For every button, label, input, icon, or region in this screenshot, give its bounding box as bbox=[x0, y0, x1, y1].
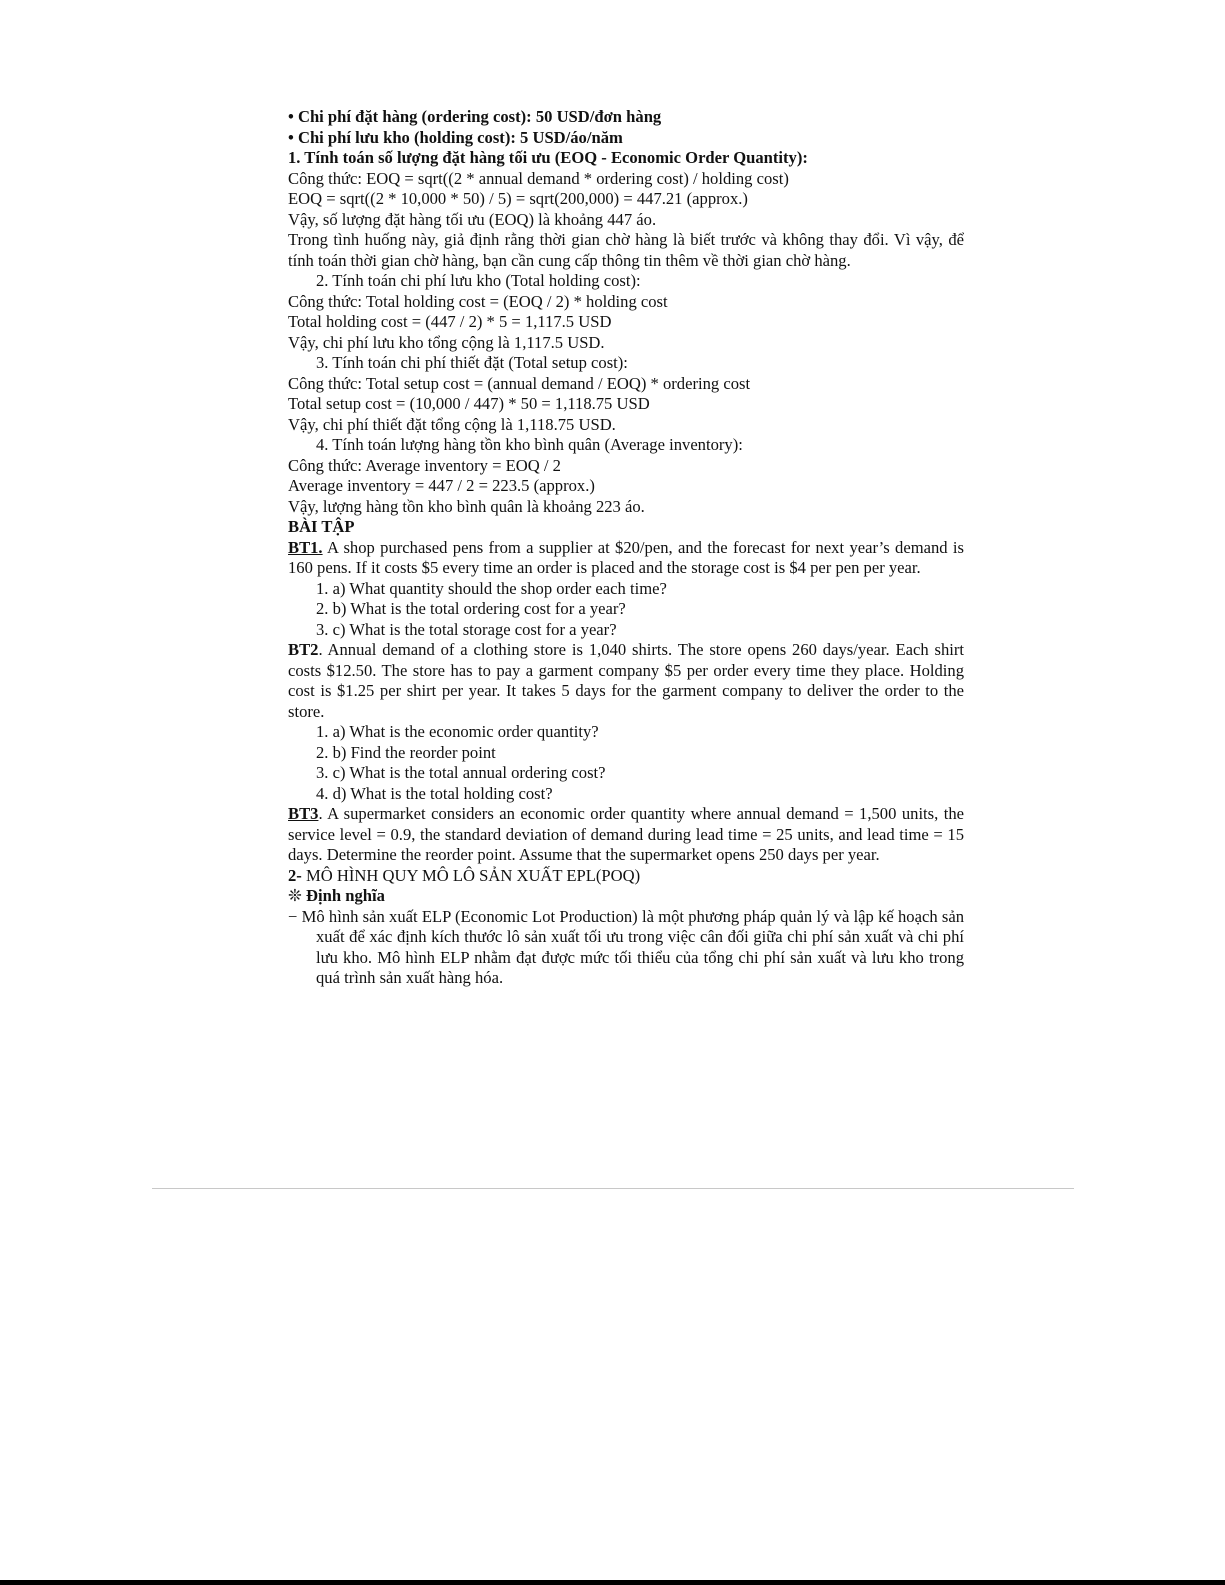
exercise-1-item: 3. c) What is the total storage cost for a year? bbox=[316, 619, 617, 639]
avg-inventory-calculation: Average inventory = 447 / 2 = 223.5 (approx.) bbox=[288, 476, 595, 495]
eoq-formula: Công thức: EOQ = sqrt((2 * annual demand * ordering cost) / holding cost) bbox=[288, 168, 789, 188]
holding-cost-calculation: Total holding cost = (447 / 2) * 5 = 1,117.5 USD bbox=[288, 312, 612, 331]
exercise-2-text: . Annual demand of a clothing store is 1,040 shirts. The store opens 260 days/year. Each shirt costs $12.50. The store has to pay a garment company $5 per order every time they place. Holding cost is $1.25 per shirt per year. It takes 5 days for the garment company to deliver the order to the store. bbox=[288, 640, 964, 721]
ordering-cost-bullet: • Chi phí đặt hàng (ordering cost): 50 USD/đơn hàng bbox=[288, 107, 662, 126]
exercise-2-item: 3. c) What is the total annual ordering cost? bbox=[316, 763, 606, 782]
exercise-1 bbox=[288, 538, 964, 579]
exercise-1-text: A shop purchased pens from a supplier at $20/pen, and the forecast for next year’s demand is 160 pens. If it costs $5 every time an order is placed and the storage cost is $4 per pen per year. bbox=[288, 537, 964, 577]
setup-cost-calculation: Total setup cost = (10,000 / 447) * 50 = 1,118.75 USD bbox=[288, 394, 650, 413]
eoq-heading: 1. Tính toán số lượng đặt hàng tối ưu (EOQ - Economic Order Quantity): bbox=[288, 148, 808, 167]
exercises-heading: BÀI TẬP bbox=[288, 517, 355, 536]
exercise-3-text: . A supermarket considers an economic order quantity where annual demand = 1,500 units, the service level = 0.9, the standard deviation of demand during lead time = 25 units, and lead time = 15 days. Determine the reorder point. Assume that the supermarket opens 250 days per year. bbox=[288, 804, 964, 864]
section-2-heading bbox=[288, 866, 964, 887]
eoq-conclusion: Vậy, số lượng đặt hàng tối ưu (EOQ) là khoảng 447 áo. bbox=[288, 209, 657, 229]
definition-title: Định nghĩa bbox=[301, 886, 385, 905]
exercise-1-item: 1. a) What quantity should the shop order each time? bbox=[316, 578, 667, 598]
exercise-2-label: BT2 bbox=[288, 640, 319, 659]
exercise-2 bbox=[288, 640, 964, 722]
section-2-number: 2- bbox=[288, 865, 302, 885]
lead-time-paragraph: Trong tình huống này, giả định rằng thời gian chờ hàng là biết trước và không thay đổi. Vì vậy, để tính toán thời gian chờ hàng, bạn cần cung cấp thông tin thêm về thời gian chờ hàng. bbox=[288, 230, 964, 270]
definition-heading bbox=[288, 886, 964, 907]
setup-cost-conclusion: Vậy, chi phí thiết đặt tổng cộng là 1,118.75 USD. bbox=[288, 414, 616, 434]
definition-paragraph: − Mô hình sản xuất ELP (Economic Lot Production) là một phương pháp quản lý và lập kế hoạch sản xuất để xác định kích thước lô sản xuất tối ưu trong việc cân đối giữa chi phí sản xuất và chi phí lưu kho. Mô hình ELP nhằm đạt được mức tối thiểu của tổng chi phí sản xuất và lưu kho trong quá trình sản xuất hàng hóa. bbox=[288, 906, 964, 987]
exercise-1-label: BT1. bbox=[288, 537, 323, 557]
exercise-2-item: 1. a) What is the economic order quantity? bbox=[316, 722, 599, 741]
bottom-edge-bar bbox=[0, 1580, 1225, 1585]
avg-inventory-formula: Công thức: Average inventory = EOQ / 2 bbox=[288, 455, 561, 475]
exercise-1-item: 2. b) What is the total ordering cost for a year? bbox=[316, 599, 626, 618]
holding-cost-conclusion: Vậy, chi phí lưu kho tổng cộng là 1,117.5 USD. bbox=[288, 332, 605, 352]
exercise-2-item: 2. b) Find the reorder point bbox=[316, 742, 496, 762]
exercise-3-label: BT3 bbox=[288, 804, 319, 823]
avg-inventory-conclusion: Vậy, lượng hàng tồn kho bình quân là khoảng 223 áo. bbox=[288, 496, 645, 516]
holding-cost-formula: Công thức: Total holding cost = (EOQ / 2) * holding cost bbox=[288, 291, 668, 311]
eoq-calculation: EOQ = sqrt((2 * 10,000 * 50) / 5) = sqrt(200,000) = 447.21 (approx.) bbox=[288, 189, 748, 208]
holding-cost-bullet: • Chi phí lưu kho (holding cost): 5 USD/áo/năm bbox=[288, 127, 623, 147]
exercise-2-item: 4. d) What is the total holding cost? bbox=[316, 783, 553, 803]
setup-cost-heading: 3. Tính toán chi phí thiết đặt (Total setup cost): bbox=[316, 353, 628, 372]
section-2-title: MÔ HÌNH QUY MÔ LÔ SẢN XUẤT EPL(POQ) bbox=[301, 865, 641, 885]
page-divider bbox=[152, 1188, 1074, 1189]
exercise-3 bbox=[288, 804, 964, 866]
holding-cost-heading: 2. Tính toán chi phí lưu kho (Total holding cost): bbox=[316, 271, 641, 290]
avg-inventory-heading: 4. Tính toán lượng hàng tồn kho bình quân (Average inventory): bbox=[316, 435, 743, 454]
document-content bbox=[288, 107, 964, 989]
setup-cost-formula: Công thức: Total setup cost = (annual demand / EOQ) * ordering cost bbox=[288, 373, 751, 393]
asterisk-icon: ❊ bbox=[288, 886, 302, 905]
